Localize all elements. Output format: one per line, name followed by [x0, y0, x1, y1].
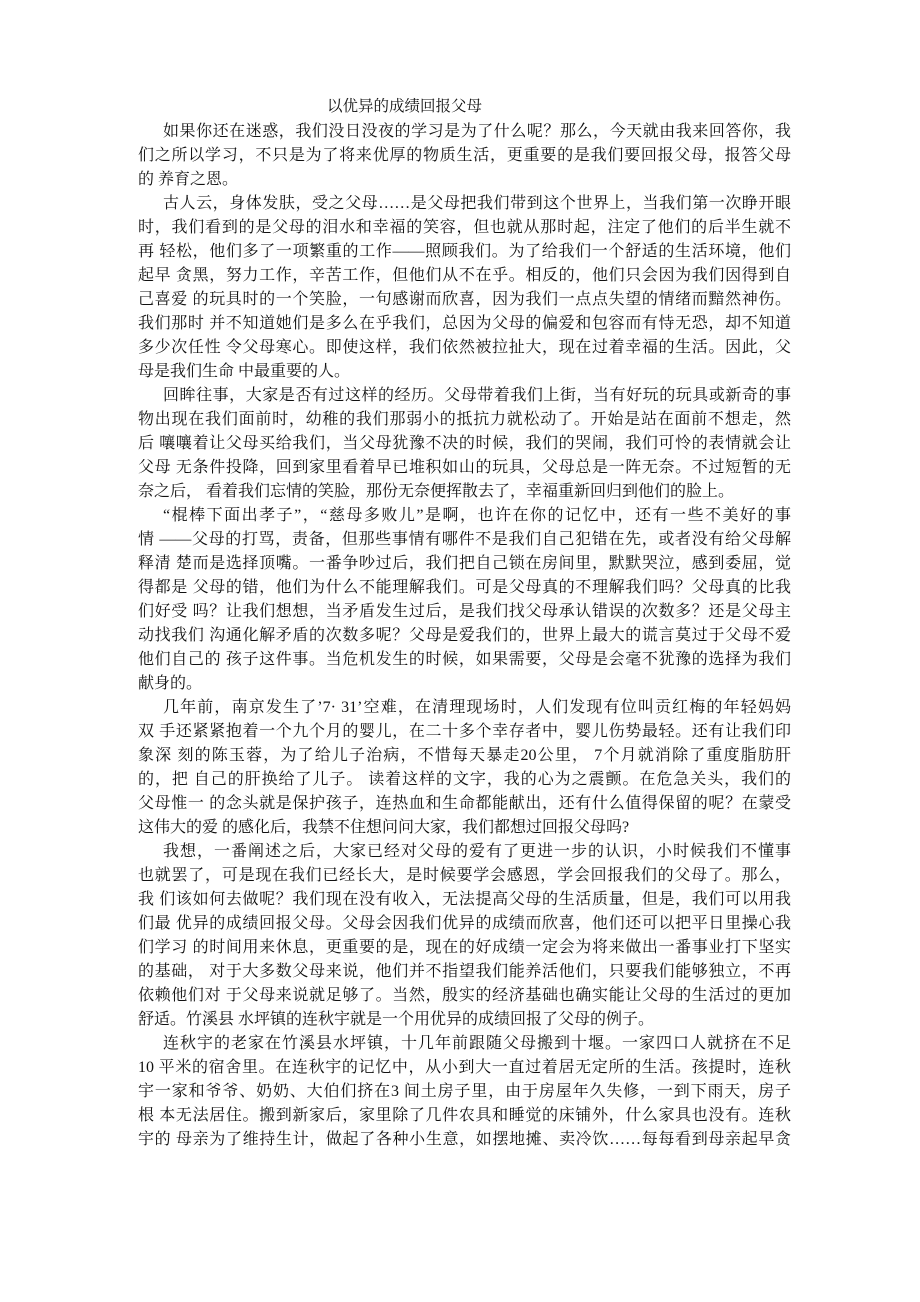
text-line: 根 本无法居住。搬到新家后，家里除了几件农具和睡觉的床铺外，什么家具也没有。连秋 — [138, 1107, 791, 1124]
text-line: 我们那时 并不知道她们是多么在乎我们，总因为父母的偏爱和包容而有恃无恐，却不知道 — [138, 315, 791, 332]
text-line: 的基础， 对于大多数父母来说，他们并不指望我们能养活他们，只要我们能够独立，不再 — [138, 963, 791, 980]
text-line: 父母 无条件投降，回到家里看着早已堆积如山的玩具，父母总是一阵无奈。不过短暂的无 — [138, 459, 791, 476]
paragraph — [138, 696, 791, 840]
text-line: 得都是 父母的错，他们为什么不能理解我们。可是父母真的不理解我们吗？父母真的比我 — [138, 579, 791, 596]
text-line: 回眸往事，大家是否有过这样的经历。父母带着我们上街，当有好玩的玩具或新奇的事 — [163, 387, 791, 404]
text-line: 再 轻松，他们多了一项繁重的工作——照顾我们。为了给我们一个舒适的生活环境，他们 — [138, 243, 791, 260]
paragraph — [138, 120, 791, 192]
text-line: 依赖他们对 于父母来说就足够了。当然，殷实的经济基础也确实能让父母的生活过的更加 — [138, 987, 791, 1004]
text-line: 父母惟一 的念头就是保护孩子，连热血和生命都能献出，还有什么值得保留的呢？在蒙受 — [138, 795, 791, 812]
text-line: 物出现在我们面前时，幼稚的我们那弱小的抵抗力就松动了。开始是站在面前不想走，然 — [138, 411, 791, 428]
text-line: 双 手还紧紧抱着一个九个月的婴儿，在二十多个幸存者中，婴儿伤势最轻。还有让我们印 — [138, 723, 791, 740]
text-line: 宇的 母亲为了维持生计，做起了各种小生意，如摆地摊、卖冷饮……每每看到母亲起早贪 — [138, 1131, 791, 1148]
text-line: 的，把 自己的肝换给了儿子。 读着这样的文字，我的心为之震颤。在危急关头，我们的 — [138, 771, 791, 788]
text-line: 宇一家和爷爷、奶奶、大伯们挤在3 间土房子里，由于房屋年久失修，一到下雨天，房子 — [138, 1083, 791, 1100]
text-line: 们好受 吗？让我们想想，当矛盾发生过后，是我们找父母承认错误的次数多？还是父母主 — [138, 603, 791, 620]
text-line: 古人云，身体发肤，受之父母……是父母把我们带到这个世界上，当我们第一次睁开眼 — [163, 195, 791, 212]
text-line: 如果你还在迷惑，我们没日没夜的学习是为了什么呢？那么，今天就由我来回答你，我 — [163, 123, 791, 140]
text-line: 这伟大的爱 的感化后，我禁不住想问问大家，我们都想过回报父母吗? — [138, 819, 630, 836]
text-line: 献身的。 — [138, 675, 203, 692]
text-line: 的 养育之恩。 — [138, 171, 239, 188]
text-line: 动找我们 沟通化解矛盾的次数多呢？父母是爱我们的，世界上最大的谎言莫过于父母不爱 — [138, 627, 791, 644]
text-line: 们学习 的时间用来休息，更重要的是，现在的好成绩一定会为将来做出一番事业打下坚实 — [138, 939, 791, 956]
paragraph — [138, 504, 791, 696]
document-body — [138, 120, 791, 1152]
text-line: 释清 楚而是选择顶嘴。一番争吵过后，我们把自己锁在房间里，默默哭泣，感到委屈，觉 — [138, 555, 791, 572]
text-line: 时，我们看到的是父母的泪水和幸福的笑容，但也就从那时起，注定了他们的后半生就不 — [138, 219, 791, 236]
text-line: 己喜爱 的玩具时的一个笑脸，一句感谢而欣喜，因为我们一点点失望的情绪而黯然神伤。 — [138, 291, 791, 308]
text-line: “棍棒下面出孝子”，“慈母多败儿”是啊，也许在你的记忆中，还有一些不美好的事 — [163, 507, 791, 524]
text-line: 我想，一番阐述之后，大家已经对父母的爱有了更进一步的认识，小时候我们不懂事 — [163, 843, 791, 860]
paragraph — [138, 192, 791, 384]
text-line: 象深 刻的陈玉蓉，为了给儿子治病，不惜每天暴走20公里， 7个月就消除了重度脂肪肝 — [138, 747, 791, 764]
paragraph — [138, 384, 791, 504]
text-line: 后 嚷嚷着让父母买给我们，当父母犹豫不决的时候，我们的哭闹，我们可怜的表情就会让 — [138, 435, 791, 452]
text-line: 舒适。竹溪县 水坪镇的连秋宇就是一个用优异的成绩回报了父母的例子。 — [138, 1011, 655, 1028]
text-line: 起早 贪黑，努力工作，辛苦工作，但他们从不在乎。相反的，他们只会因为我们因得到自 — [138, 267, 791, 284]
text-line: 们之所以学习，不只是为了将来优厚的物质生活，更重要的是我们要回报父母，报答父母 — [138, 147, 791, 164]
text-line: 们最 优异的成绩回报父母。父母会因我们优异的成绩而欣喜，他们还可以把平日里操心我 — [138, 915, 791, 932]
paragraph — [138, 840, 791, 1032]
text-line: 情 ——父母的打骂，责备，但那些事情有哪件不是我们自己犯错在先，或者没有给父母解 — [138, 531, 791, 548]
text-line: 几年前，南京发生了’7· 31’空难，在清理现场时，人们发现有位叫贡红梅的年轻妈妈 — [163, 699, 791, 716]
text-line: 连秋宇的老家在竹溪县水坪镇，十几年前跟随父母搬到十堰。一家四口人就挤在不足 — [163, 1035, 791, 1052]
text-line: 他们自己的 孩子这件事。当危机发生的时候，如果需要，父母是会毫不犹豫的选择为我们 — [138, 651, 791, 668]
paragraph — [138, 1032, 791, 1152]
text-line: 10 平米的宿舍里。在连秋宇的记忆中，从小到大一直过着居无定所的生活。孩提时，连秋 — [138, 1059, 791, 1076]
text-line: 多少次任性 令父母寒心。即使这样，我们依然被拉扯大，现在过着幸福的生活。因此，父 — [138, 339, 791, 356]
text-line: 奈之后， 看着我们忘情的笑脸，那份无奈便挥散去了，幸福重新回归到他们的脸上。 — [138, 483, 735, 500]
text-line: 我 们该如何去做呢？我们现在没有收入，无法提高父母的生活质量，但是，我们可以用我 — [138, 891, 791, 908]
text-line: 母是我们生命 中最重要的人。 — [138, 363, 351, 380]
text-line: 也就罢了，可是现在我们已经长大，是时候要学会感恩，学会回报我们的父母了。那么， — [138, 867, 791, 884]
document-title: 以优异的成绩回报父母 — [327, 98, 483, 115]
